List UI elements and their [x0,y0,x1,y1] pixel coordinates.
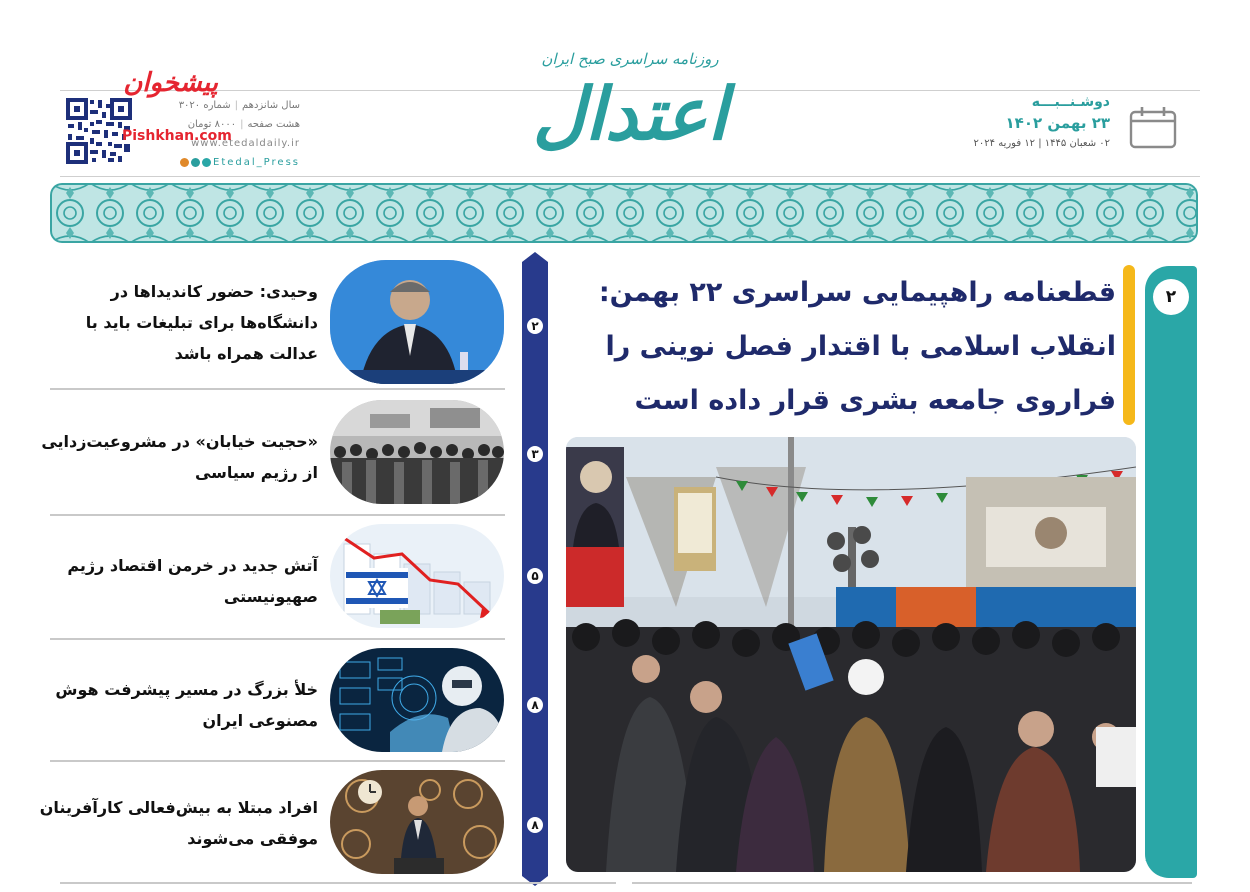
watermark [108,58,232,150]
issue-date [880,94,1110,149]
story-item[interactable] [30,260,508,386]
story-photo [330,524,504,628]
story-title[interactable]: وحیدی: حضور کاندیداها در دانشگاه‌ها برای تبلیغات باید با عدالت همراه باشد [85,282,318,363]
date-solar: ۲۳ بهمن ۱۴۰۲ [1005,114,1110,132]
story-divider [50,388,505,390]
ornament-band [50,183,1198,243]
main-story-page-number[interactable]: ۲ [1153,279,1189,315]
info-year: سال شانزدهم [242,100,300,111]
telegram-icon [191,158,200,167]
logo-tagline: روزنامه سراسری صبح ایران [541,50,719,68]
date-weekday: دوشـنــبـــه [1031,94,1110,110]
eitaa-icon [202,158,211,167]
logo-wordmark: اعتدال [532,71,728,156]
headline-accent [1123,265,1135,425]
story-title[interactable]: «حجیت خیابان» در مشروعیت‌زدایی از رژیم سیاسی [41,432,318,482]
story-item[interactable] [30,648,508,774]
story-item[interactable] [30,524,508,650]
masthead-bottom-rule [60,176,1200,177]
main-headline[interactable]: قطعنامه راهپیمایی سراسری ۲۲ بهمن: انقلاب اسلامی با اقتدار فصل نوینی را فراروی جامعه بشری قرار داده است [598,277,1116,416]
story-title[interactable]: خلأ بزرگ در مسیر پیشرفت هوش مصنوعی ایران [55,680,318,730]
main-story-page-bar-tip [1145,860,1197,876]
main-story-page-bar [1145,266,1197,878]
social-handle-text: Etedal_Press [213,157,300,168]
story-photo [330,648,504,752]
calendar-icon [1128,104,1178,150]
info-pages: هشت صفحه [247,119,300,130]
page-number-badge[interactable]: ۸ [525,695,545,715]
page-number-badge[interactable]: ۳ [525,444,545,464]
story-title[interactable]: آتش جدید در خرمن اقتصاد رژیم صهیونیستی [67,556,318,606]
story-item[interactable] [30,400,508,526]
info-price: ۸۰۰۰ تومان [187,119,237,130]
watermark-url: Pishkhan.com [122,128,232,144]
page-number-badge[interactable]: ۵ [525,566,545,586]
info-line-2: هشت صفحه|۸۰۰۰ تومان [187,119,300,130]
story-photo [330,770,504,874]
main-story-photo[interactable] [566,437,1136,872]
social-handle[interactable] [140,153,300,172]
website-link[interactable]: www.etedaldaily.ir [191,138,300,149]
story-divider [50,760,505,762]
info-issue-number: شماره ۳۰۲۰ [178,100,231,111]
story-divider [50,514,505,516]
story-photo [330,260,504,384]
page-number-badge[interactable]: ۸ [525,815,545,835]
footer-divider [632,882,1192,884]
masthead [0,0,1250,180]
watermark-title: پیشخوان [123,68,218,98]
footer-divider [60,882,616,884]
story-item[interactable] [30,770,508,892]
story-divider [50,638,505,640]
story-photo [330,400,504,504]
date-secondary: ۰۲ شعبان ۱۴۴۵ | ۱۲ فوریه ۲۰۲۴ [973,138,1110,149]
newspaper-logo[interactable] [480,50,780,180]
page-number-badge[interactable]: ۲ [525,316,545,336]
story-title[interactable]: افراد مبتلا به بیش‌فعالی کارآفرینان موفقی می‌شوند [39,798,318,848]
info-line-1: سال شانزدهم|شماره ۳۰۲۰ [178,100,300,111]
instagram-icon [180,158,189,167]
